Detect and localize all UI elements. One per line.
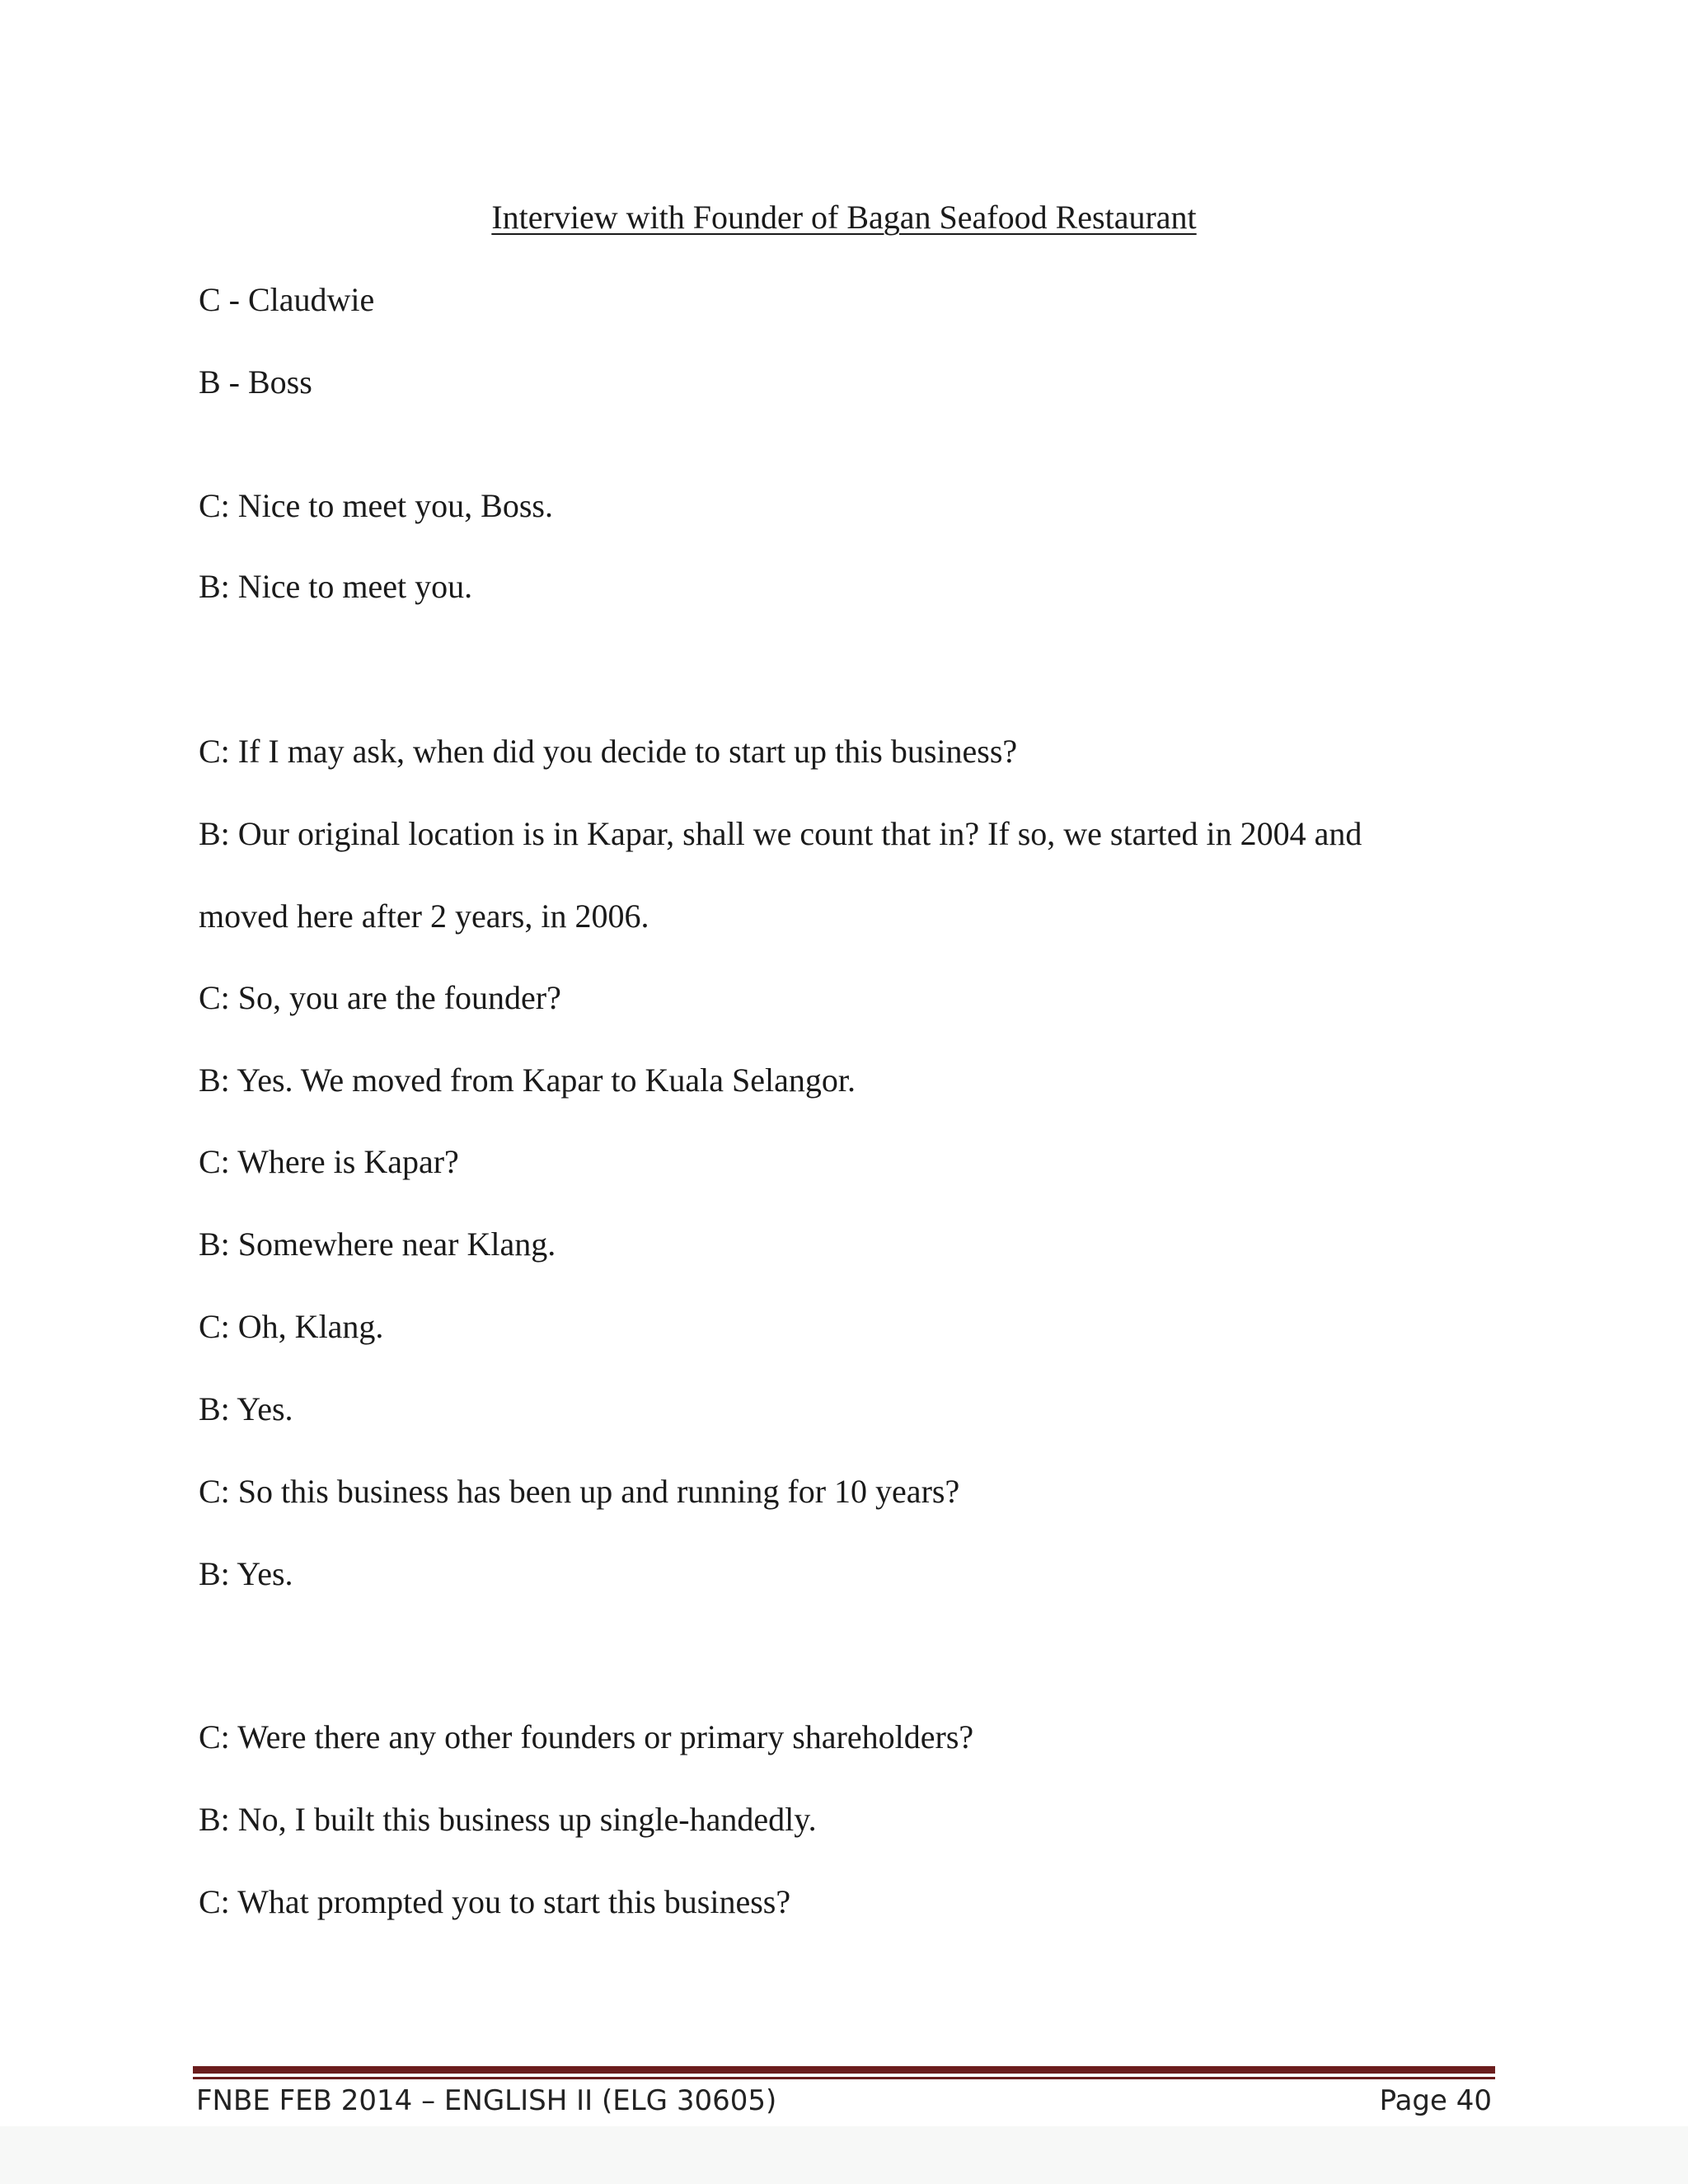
page-footer [193,2080,1495,2126]
speaker-key-b: B - Boss [199,363,312,401]
dialogue-line: C: Oh, Klang. [199,1308,384,1345]
page-number: Page 40 [1379,2084,1492,2117]
page-title: Interview with Founder of Bagan Seafood Restaurant [491,199,1197,236]
dialogue-line: C: What prompted you to start this business? [199,1883,791,1920]
dialogue-line: B: Nice to meet you. [199,568,473,605]
dialogue-line: C: Nice to meet you, Boss. [199,487,553,524]
dialogue-line: C: If I may ask, when did you decide to start up this business? [199,733,1018,770]
footer-course-label: FNBE FEB 2014 – ENGLISH II (ELG 30605) [196,2084,777,2117]
dialogue-line: C: So, you are the founder? [199,979,561,1016]
dialogue-line: B: Yes. [199,1555,293,1592]
speaker-key-c: C - Claudwie [199,281,375,318]
dialogue-line: B: Somewhere near Klang. [199,1226,556,1263]
footer-divider-thin [193,2077,1495,2079]
footer-divider [193,2066,1495,2074]
dialogue-line: C: So this business has been up and running for 10 years? [199,1473,960,1510]
dialogue-line: C: Were there any other founders or primary shareholders? [199,1718,974,1755]
dialogue-line: B: No, I built this business up single-handedly. [199,1801,817,1838]
dialogue-line-continued: moved here after 2 years, in 2006. [199,898,649,935]
dialogue-line: B: Yes. We moved from Kapar to Kuala Selangor. [199,1062,856,1099]
dialogue-line: B: Yes. [199,1390,293,1427]
dialogue-line: C: Where is Kapar? [199,1143,459,1180]
page-bottom-band [0,2126,1688,2184]
dialogue-line: B: Our original location is in Kapar, shall we count that in? If so, we started in 2004 and [199,815,1362,852]
